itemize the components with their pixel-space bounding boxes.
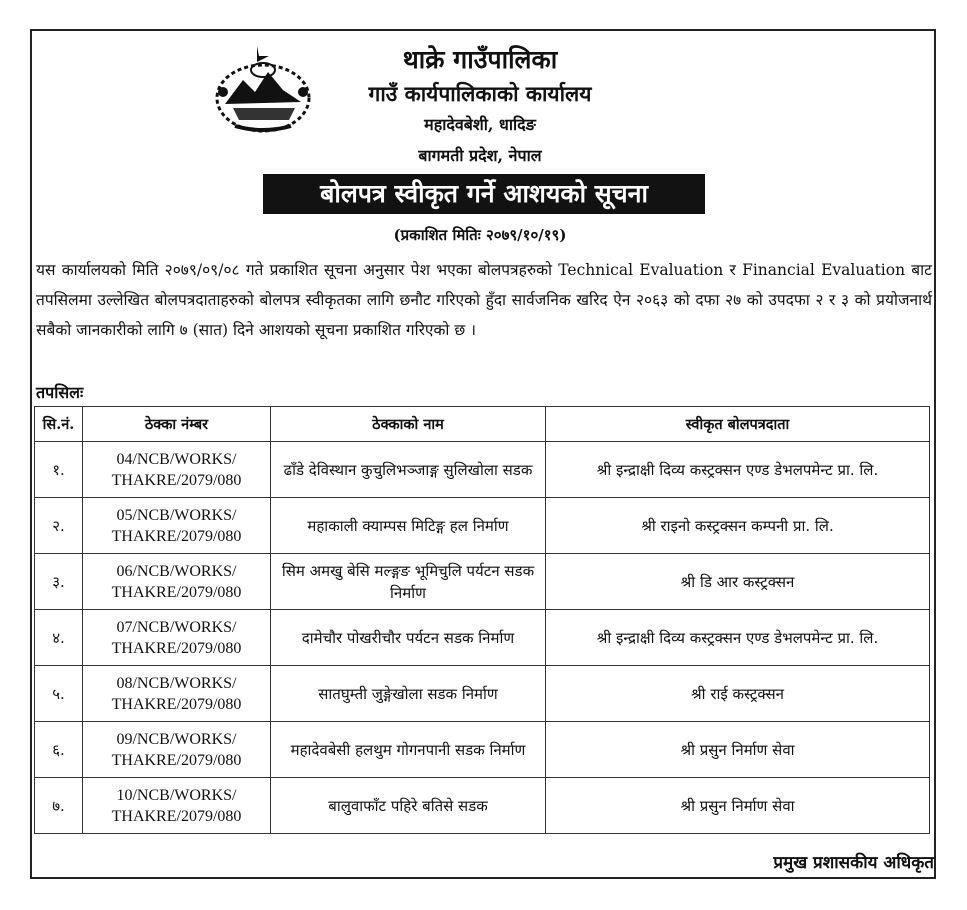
serial-cell: ४. (35, 610, 83, 666)
col-header-serial: सि.नं. (35, 407, 83, 442)
table-row (35, 778, 930, 834)
bidder-cell: श्री राइनो कस्ट्रक्सन कम्पनी प्रा. लि. (546, 498, 930, 554)
nepal-emblem-icon (213, 42, 313, 134)
office-name: थाक्रे गाउँपालिका (402, 45, 558, 74)
contract-number-cell: 09/NCB/WORKS/ THAKRE/2079/080 (83, 722, 271, 778)
serial-cell: १. (35, 442, 83, 498)
col-header-contract-number: ठेक्का नंम्बर (83, 407, 271, 442)
bidder-cell: श्री प्रसुन निर्माण सेवा (546, 722, 930, 778)
notice-title: बोलपत्र स्वीकृत गर्ने आशयको सूचना (263, 174, 705, 214)
contract-name-cell: महाकाली क्याम्पस मिटिङ्ग हल निर्माण (271, 498, 546, 554)
office-location: महादेवबेशी, धादिङ (424, 115, 536, 134)
contract-name-cell: महादेवबेसी हलथुम गोगनपानी सडक निर्माण (271, 722, 546, 778)
bidder-cell: श्री इन्द्राक्षी दिव्य कस्ट्रक्सन एण्ड डेभलपमेन्ट प्रा. लि. (546, 610, 930, 666)
table-header-row (35, 407, 930, 442)
serial-cell: ६. (35, 722, 83, 778)
col-header-contract-name: ठेक्काको नाम (271, 407, 546, 442)
table-row (35, 722, 930, 778)
contract-number-cell: 10/NCB/WORKS/ THAKRE/2079/080 (83, 778, 271, 834)
serial-cell: ७. (35, 778, 83, 834)
signatory-title: प्रमुख प्रशासकीय अधिकृत (773, 853, 934, 873)
contracts-table (34, 406, 930, 834)
contract-number-cell: 07/NCB/WORKS/ THAKRE/2079/080 (83, 610, 271, 666)
table-row (35, 610, 930, 666)
serial-cell: ३. (35, 554, 83, 610)
office-province: बागमती प्रदेश, नेपाल (418, 146, 542, 165)
published-date: (प्रकाशित मितिः २०७९/१०/१९) (393, 226, 567, 244)
contract-name-cell: सिम अमखु बेसि मल्ङ्गङ भूमिचुलि पर्यटन सडक निर्माण (271, 554, 546, 610)
contract-number-cell: 08/NCB/WORKS/ THAKRE/2079/080 (83, 666, 271, 722)
office-subtitle: गाउँ कार्यपालिकाको कार्यालय (368, 81, 592, 106)
table-row (35, 498, 930, 554)
details-label: तपसिलः (36, 383, 84, 402)
bidder-cell: श्री डि आर कस्ट्रक्सन (546, 554, 930, 610)
bidder-cell: श्री राई कस्ट्रक्सन (546, 666, 930, 722)
contract-number-cell: 04/NCB/WORKS/ THAKRE/2079/080 (83, 442, 271, 498)
table-row (35, 554, 930, 610)
serial-cell: २. (35, 498, 83, 554)
bidder-cell: श्री प्रसुन निर्माण सेवा (546, 778, 930, 834)
table-row (35, 442, 930, 498)
contract-name-cell: दामेचौर पोखरीचौर पर्यटन सडक निर्माण (271, 610, 546, 666)
contract-name-cell: ढाँडे देविस्थान कुचुलिभञ्जाङ्ग सुलिखोला सडक (271, 442, 546, 498)
contract-number-cell: 06/NCB/WORKS/ THAKRE/2079/080 (83, 554, 271, 610)
contract-name-cell: सातघुम्ती जुङ्गेखोला सडक निर्माण (271, 666, 546, 722)
table-row (35, 666, 930, 722)
notice-body: यस कार्यालयको मिति २०७९/०९/०८ गते प्रकाशित सूचना अनुसार पेश भएका बोलपत्रहरुको Technical Evaluation र Financial Evaluation बाट तपसिलमा उल्लेखित बोलपत्रदाताहरुको बोलपत्र स्वीकृतका लागि छनौट गरिएको हुँदा सार्वजनिक खरिद ऐन २०६३ को दफा २७ को उपदफा २ र ३ को प्रयोजनार्थ सबैको जानकारीको लागि ७ (सात) दिने आशयको सूचना प्रकाशित गरिएको छ । (36, 261, 932, 339)
col-header-accepted-bidder: स्वीकृत बोलपत्रदाता (546, 407, 930, 442)
serial-cell: ५. (35, 666, 83, 722)
contract-name-cell: बालुवाफाँट पहिरे बतिसे सडक (271, 778, 546, 834)
bidder-cell: श्री इन्द्राक्षी दिव्य कस्ट्रक्सन एण्ड डेभलपमेन्ट प्रा. लि. (546, 442, 930, 498)
contract-number-cell: 05/NCB/WORKS/ THAKRE/2079/080 (83, 498, 271, 554)
